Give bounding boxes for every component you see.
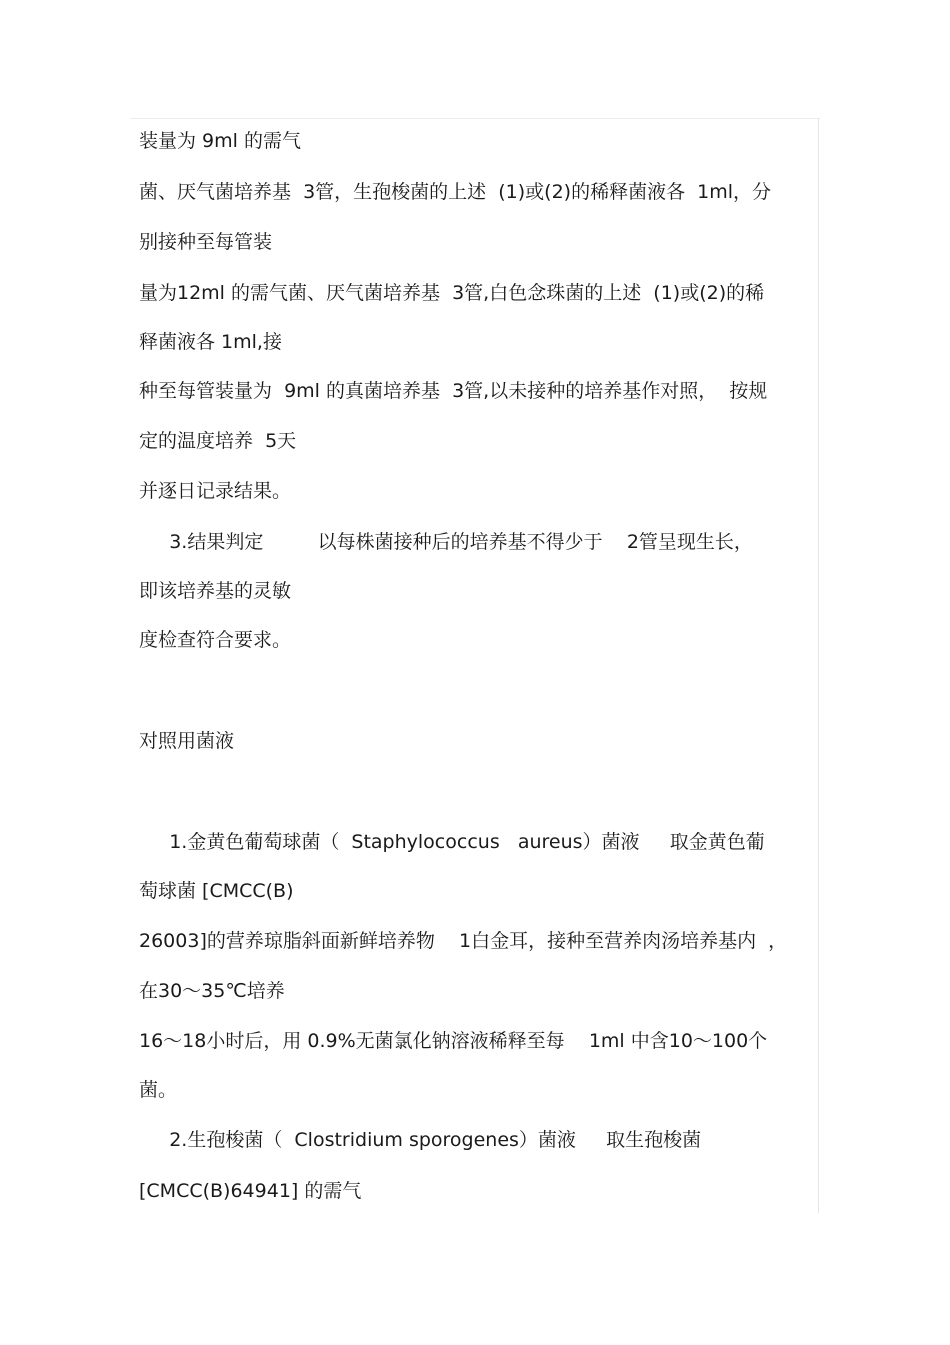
text-line-15: 26003]的营养琼脂斜面新鲜培养物 1白金耳，接种至营养肉汤培养基内 ， <box>139 930 788 952</box>
text-line-20: [CMCC(B)64941] 的需气 <box>139 1180 362 1202</box>
text-line-11: 度检查符合要求。 <box>139 629 292 651</box>
text-line-19: 2.生孢梭菌（ Clostridium sporogenes）菌液 取生孢梭菌 <box>139 1129 702 1151</box>
text-line-10: 即该培养基的灵敏 <box>139 580 292 602</box>
text-line-17: 16～18小时后，用 0.9%无菌氯化钠溶液稀释至每 1ml 中含10～100个 <box>139 1030 768 1052</box>
text-line-4: 量为12ml 的需气菌、厌气菌培养基 3管,白色念珠菌的上述 (1)或(2)的稀 <box>139 282 765 304</box>
text-line-1: 装量为 9ml 的需气 <box>139 130 301 152</box>
page-border-top <box>130 118 820 119</box>
page-border-right <box>818 118 819 1213</box>
text-line-3: 别接种至每管装 <box>139 231 273 253</box>
text-line-7: 定的温度培养 5天 <box>139 430 297 452</box>
text-line-2: 菌、厌气菌培养基 3管，生孢梭菌的上述 (1)或(2)的稀释菌液各 1ml，分 <box>139 181 772 203</box>
section-heading: 对照用菌液 <box>139 730 235 752</box>
text-line-14: 萄球菌 [CMCC(B) <box>139 880 294 902</box>
text-line-13: 1.金黄色葡萄球菌（ Staphylococcus aureus）菌液 取金黄色葡 <box>139 831 765 853</box>
text-line-9: 3.结果判定 以每株菌接种后的培养基不得少于 2管呈现生长， <box>139 531 753 553</box>
text-line-5: 释菌液各 1ml,接 <box>139 331 282 353</box>
text-line-18: 菌。 <box>139 1079 178 1101</box>
text-line-8: 并逐日记录结果。 <box>139 480 292 502</box>
text-line-6: 种至每管装量为 9ml 的真菌培养基 3管,以未接种的培养基作对照， 按规 <box>139 380 768 402</box>
text-line-16: 在30～35℃培养 <box>139 980 285 1002</box>
